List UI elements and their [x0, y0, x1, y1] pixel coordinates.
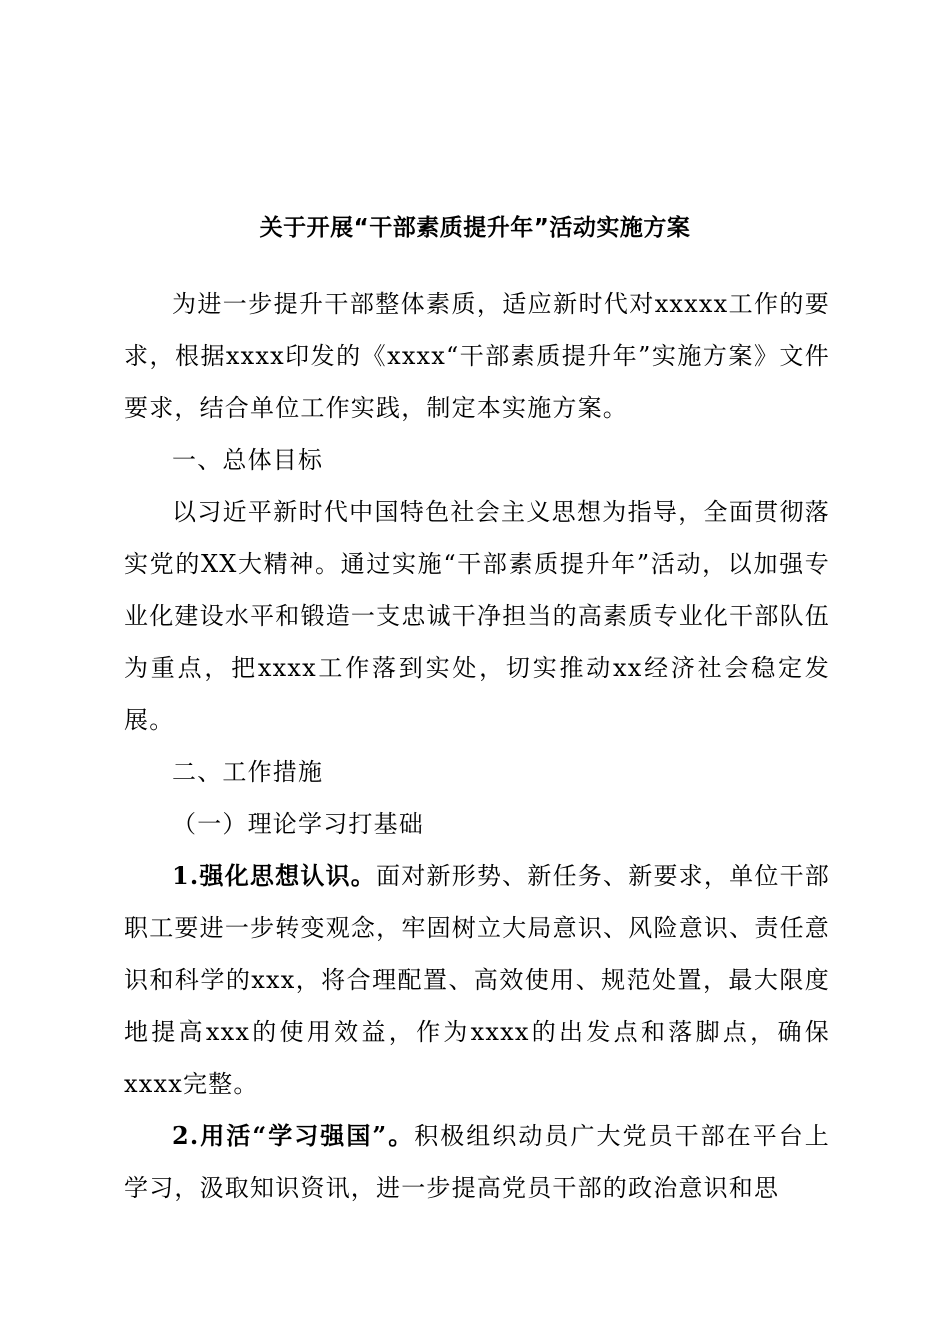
document-title: 关于开展“干部素质提升年”活动实施方案 — [259, 215, 691, 241]
measure-item-2-lead: 2.用活“学习强国”。 — [172, 1121, 415, 1150]
measure-item-1 — [124, 850, 830, 1110]
section-heading-work-measures: 二、工作措施 — [172, 758, 324, 786]
measure-item-1-text: 面对新形势、新任务、新要求，单位干部职工要进一步转变观念，牢固树立大局意识、风险意识、责任意识和科学的xxx，将合理配置、高效使用、规范处置，最大限度地提高xxx的使用效益，作为xxxx的出发点和落脚点，确保xxxx完整。 — [124, 862, 830, 1098]
document-body — [124, 278, 830, 1214]
measure-item-1-lead: 1.强化思想认识。 — [172, 861, 377, 890]
intro-paragraph: 为进一步提升干部整体素质，适应新时代对xxxxx工作的要求，根据xxxx印发的《xxxx“干部素质提升年”实施方案》文件要求，结合单位工作实践，制定本实施方案。 — [124, 290, 830, 422]
subsection-heading-theory-study: （一）理论学习打基础 — [172, 810, 424, 838]
measure-item-2 — [124, 1110, 830, 1214]
overall-goal-paragraph: 以习近平新时代中国特色社会主义思想为指导，全面贯彻落实党的XX大精神。通过实施“干部素质提升年”活动，以加强专业化建设水平和锻造一支忠诚干净担当的高素质专业化干部队伍为重点，把xxxx工作落到实处，切实推动xx经济社会稳定发展。 — [124, 498, 830, 734]
section-heading-overall-goal: 一、总体目标 — [172, 446, 324, 474]
measure-item-2-text: 积极组织动员广大党员干部在平台上学习，汲取知识资讯，进一步提高党员干部的政治意识和思 — [124, 1122, 830, 1202]
